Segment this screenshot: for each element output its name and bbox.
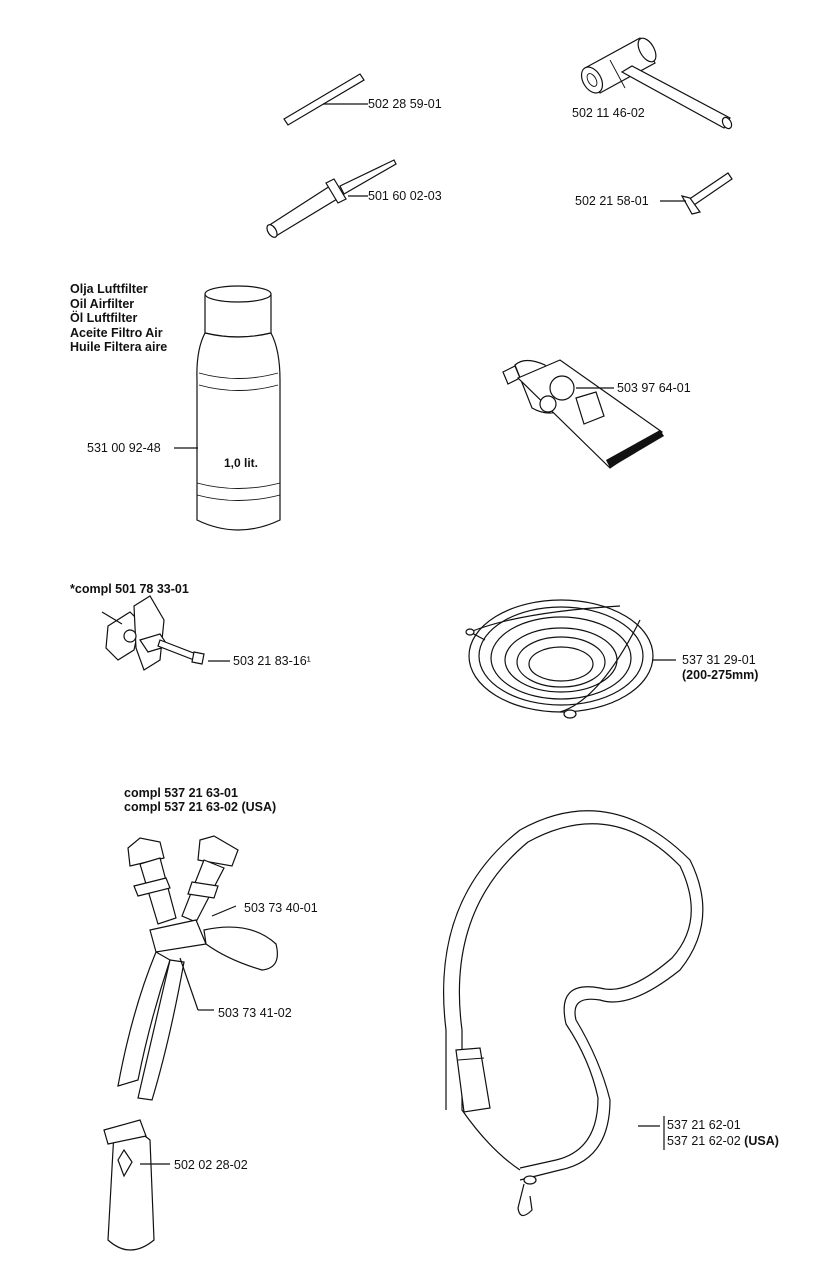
oil-label: Aceite Filtro Air [70, 325, 163, 340]
harness-compl-usa-number: compl 537 21 63-02 [124, 800, 238, 814]
pin-part-number: 502 28 59-01 [368, 97, 442, 111]
screw-part-number: 503 21 83-16¹ [233, 654, 311, 668]
hex-key-part-number: 502 21 58-01 [575, 194, 649, 208]
harness-compl-usa-line [124, 800, 276, 814]
oil-label: Huile Filtera aire [70, 340, 168, 354]
bottle-volume: 1,0 lit. [224, 456, 259, 470]
strap-usa-part-number: 537 21 62-02 [667, 1134, 741, 1148]
strap-icon [444, 811, 703, 1216]
screwdriver-part-number: 501 60 02-03 [368, 189, 442, 203]
socket-wrench-part-number: 502 11 46-02 [572, 106, 645, 120]
oil-bottle-part-number: 531 00 92-48 [87, 441, 161, 455]
oil-bottle-icon [174, 286, 280, 530]
oil-label-list [70, 282, 167, 355]
hex-key-icon [660, 173, 732, 214]
strap-usa-line [667, 1134, 779, 1148]
bracket-compl-number: *compl 501 78 33-01 [70, 582, 189, 596]
harness-icon [104, 836, 277, 1250]
harness-hook-part-number: 502 02 28-02 [174, 1158, 248, 1172]
bracket-icon [102, 596, 168, 670]
oil-label: Oil Airfilter [70, 296, 135, 311]
trimmer-line-part-number: 537 31 29-01 [682, 653, 756, 667]
grease-tube-part-number: 503 97 64-01 [617, 381, 691, 395]
pin-icon [284, 74, 368, 125]
oil-label: Öl Luftfilter [70, 311, 138, 325]
harness-strap-part-number: 503 73 41-02 [218, 1006, 292, 1020]
screw-icon [158, 640, 230, 664]
harness-compl-usa-suffix: (USA) [241, 800, 277, 814]
trimmer-line-icon [466, 600, 676, 718]
grease-tube-icon [503, 360, 664, 468]
strap-usa-suffix: (USA) [744, 1134, 779, 1148]
strap-part-number: 537 21 62-01 [667, 1118, 741, 1132]
harness-compl-number: compl 537 21 63-01 [124, 786, 238, 800]
oil-label: Olja Luftfilter [70, 282, 148, 296]
harness-buckle-part-number: 503 73 40-01 [244, 901, 318, 915]
trimmer-line-size: (200-275mm) [682, 668, 759, 682]
